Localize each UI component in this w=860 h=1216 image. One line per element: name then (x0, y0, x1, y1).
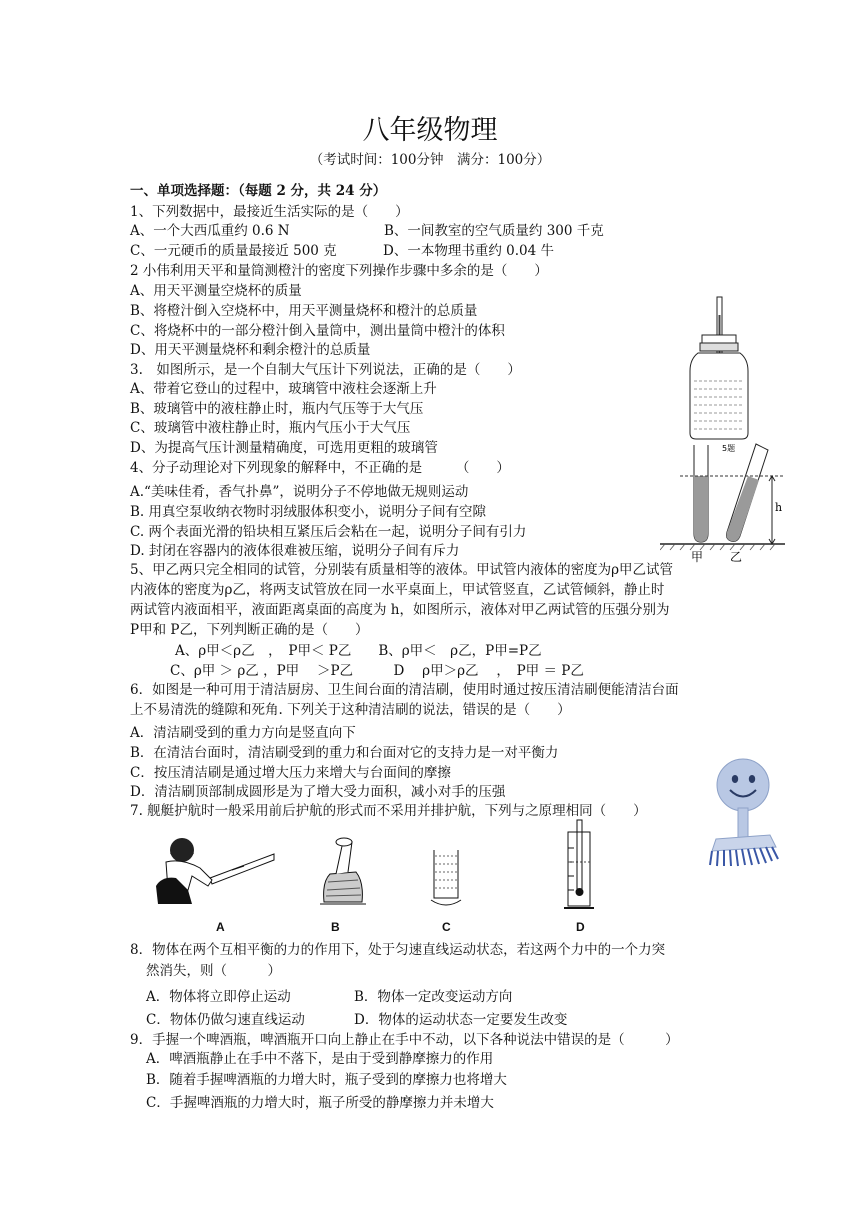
q5-line-3: 两试管内液面相平，液面距离桌面的高度为 h，如图所示，液体对甲乙两试管的压强分别为 (130, 602, 670, 618)
q9-stem: 9．手握一个啤酒瓶，啤酒瓶开口向上静止在手中不动，以下各种说法中错误的是（ ） (130, 1032, 679, 1048)
q8-option-d: D．物体的运动状态一定要发生改变 (354, 1012, 568, 1028)
q4-option-b: B. 用真空泵收纳衣物时羽绒服体积变小，说明分子间有空隙 (130, 504, 487, 520)
test-tubes-figure (660, 440, 790, 565)
q3-stem: 3. 如图所示，是一个自制大气压计下列说法，正确的是（ ） (130, 362, 521, 378)
q4-option-d: D. 封闭在容器内的液体很难被压缩，说明分子间有斥力 (130, 543, 460, 559)
barometer-bottle-figure (684, 295, 754, 455)
q4-stem: 4、分子动理论对下列现象的解释中，不正确的是 （ ） (130, 460, 510, 476)
q7-figure-d (560, 818, 600, 912)
q7-label-d: D (576, 920, 585, 934)
q1-option-d: D、一本物理书重约 0.04 牛 (383, 243, 554, 259)
cleaning-brush-figure (700, 755, 785, 870)
q6-option-a: A．清洁刷受到的重力方向是竖直向下 (130, 725, 356, 741)
q8-option-b: B．物体一定改变运动方向 (354, 989, 513, 1005)
q3-option-c: C、玻璃管中液柱静止时，瓶内气压小于大气压 (130, 420, 411, 436)
q3-option-d: D、为提高气压计测量精确度，可选用更粗的玻璃管 (130, 440, 438, 456)
q2-option-b: B、将橙汁倒入空烧杯中，用天平测量烧杯和橙汁的总质量 (130, 303, 478, 319)
tube-yi-label: 乙 (730, 550, 743, 564)
q9-option-a: A．啤酒瓶静止在手中不落下，是由于受到静摩擦力的作用 (146, 1051, 494, 1067)
q2-option-a: A、用天平测量空烧杯的质量 (130, 283, 302, 299)
q8-line-2: 然消失，则（ ） (146, 963, 281, 979)
exam-info: （考试时间：100分钟 满分：100分） (309, 152, 551, 168)
page-title: 八年级物理 (362, 115, 498, 146)
q1-option-a: A、一个大西瓜重约 0.6 N (130, 223, 290, 239)
q6-line-1: 6．如图是一种可用于清洁厨房、卫生间台面的清洁刷，使用时通过按压清洁刷便能清洁台面 (130, 682, 679, 698)
q5-line-2: 内液体的密度为ρ乙，将两支试管放在同一水平桌面上，甲试管竖直，乙试管倾斜，静止时 (130, 582, 665, 598)
tube-jia-label: 甲 (691, 550, 704, 564)
q4-option-c: C. 两个表面光滑的铅块相互紧压后会粘在一起，说明分子间有引力 (130, 524, 527, 540)
q6-option-c: C．按压清洁刷是通过增大压力来增大与台面间的摩擦 (130, 765, 451, 781)
q8-option-c: C．物体仍做匀速直线运动 (146, 1012, 305, 1028)
q8-line-1: 8．物体在两个互相平衡的力的作用下，处于匀速直线运动状态，若这两个力中的一个力突 (130, 942, 666, 958)
q2-stem: 2 小伟利用天平和量筒测橙汁的密度下列操作步骤中多余的是（ ） (130, 263, 548, 279)
figure-caption: 5题 (722, 444, 736, 453)
q5-line-1: 5、甲乙两只完全相同的试管，分别装有质量相等的液体。甲试管内液体的密度为ρ甲乙试管 (130, 562, 674, 578)
height-label: h (775, 501, 783, 514)
q5-options-cd: C、ρ甲 ＞ ρ乙 ，P甲 ＞P乙 D ρ甲＞ρ乙 ， P甲 ＝ P乙 (170, 663, 584, 679)
q1-option-c: C、一元硬币的质量最接近 500 克 (130, 243, 337, 259)
q1-option-b: B、一间教室的空气质量约 300 千克 (384, 223, 604, 239)
q8-option-a: A．物体将立即停止运动 (146, 989, 291, 1005)
section-heading: 一、单项选择题：（每题 2 分，共 24 分） (130, 183, 387, 199)
q6-line-2: 上不易清洗的缝隙和死角. 下列关于这种清洁刷的说法，错误的是（ ） (130, 702, 571, 718)
q7-figure-b (318, 832, 368, 908)
q2-option-c: C、将烧杯中的一部分橙汁倒入量筒中，测出量筒中橙汁的体积 (130, 323, 505, 339)
q5-options-ab: A、ρ甲＜ρ乙 ， P甲＜ P乙 B、ρ甲＜ ρ乙，P甲=P乙 (175, 643, 542, 659)
q9-option-c: C．手握啤酒瓶的力增大时，瓶子所受的静摩擦力并未增大 (146, 1095, 494, 1111)
q3-option-b: B、玻璃管中的液柱静止时，瓶内气压等于大气压 (130, 401, 424, 417)
q7-label-a: A (216, 920, 225, 934)
q4-option-a: A.“美味佳肴，香气扑鼻”，说明分子不停地做无规则运动 (130, 484, 469, 500)
q7-stem: 7. 舰艇护航时一般采用前后护航的形式而不采用并排护航，下列与之原理相同（ ） (130, 803, 647, 819)
q6-option-b: B．在清洁台面时，清洁刷受到的重力和台面对它的支持力是一对平衡力 (130, 745, 559, 761)
q5-line-4: P甲和 P乙，下列判断正确的是（ ） (130, 622, 369, 638)
q3-option-a: A、带着它登山的过程中，玻璃管中液柱会逐渐上升 (130, 381, 437, 397)
q7-label-c: C (442, 920, 451, 934)
q2-option-d: D、用天平测量烧杯和剩余橙汁的总质量 (130, 342, 371, 358)
q1-stem: 1、下列数据中，最接近生活实际的是（ ） (130, 204, 409, 220)
q7-label-b: B (331, 920, 340, 934)
q9-option-b: B．随着手握啤酒瓶的力增大时，瓶子受到的摩擦力也将增大 (146, 1072, 507, 1088)
q6-option-d: D．清洁刷顶部制成圆形是为了增大受力面积，减小对手的压强 (130, 784, 506, 800)
q7-figure-a (152, 828, 277, 910)
q7-figure-c (428, 846, 464, 910)
